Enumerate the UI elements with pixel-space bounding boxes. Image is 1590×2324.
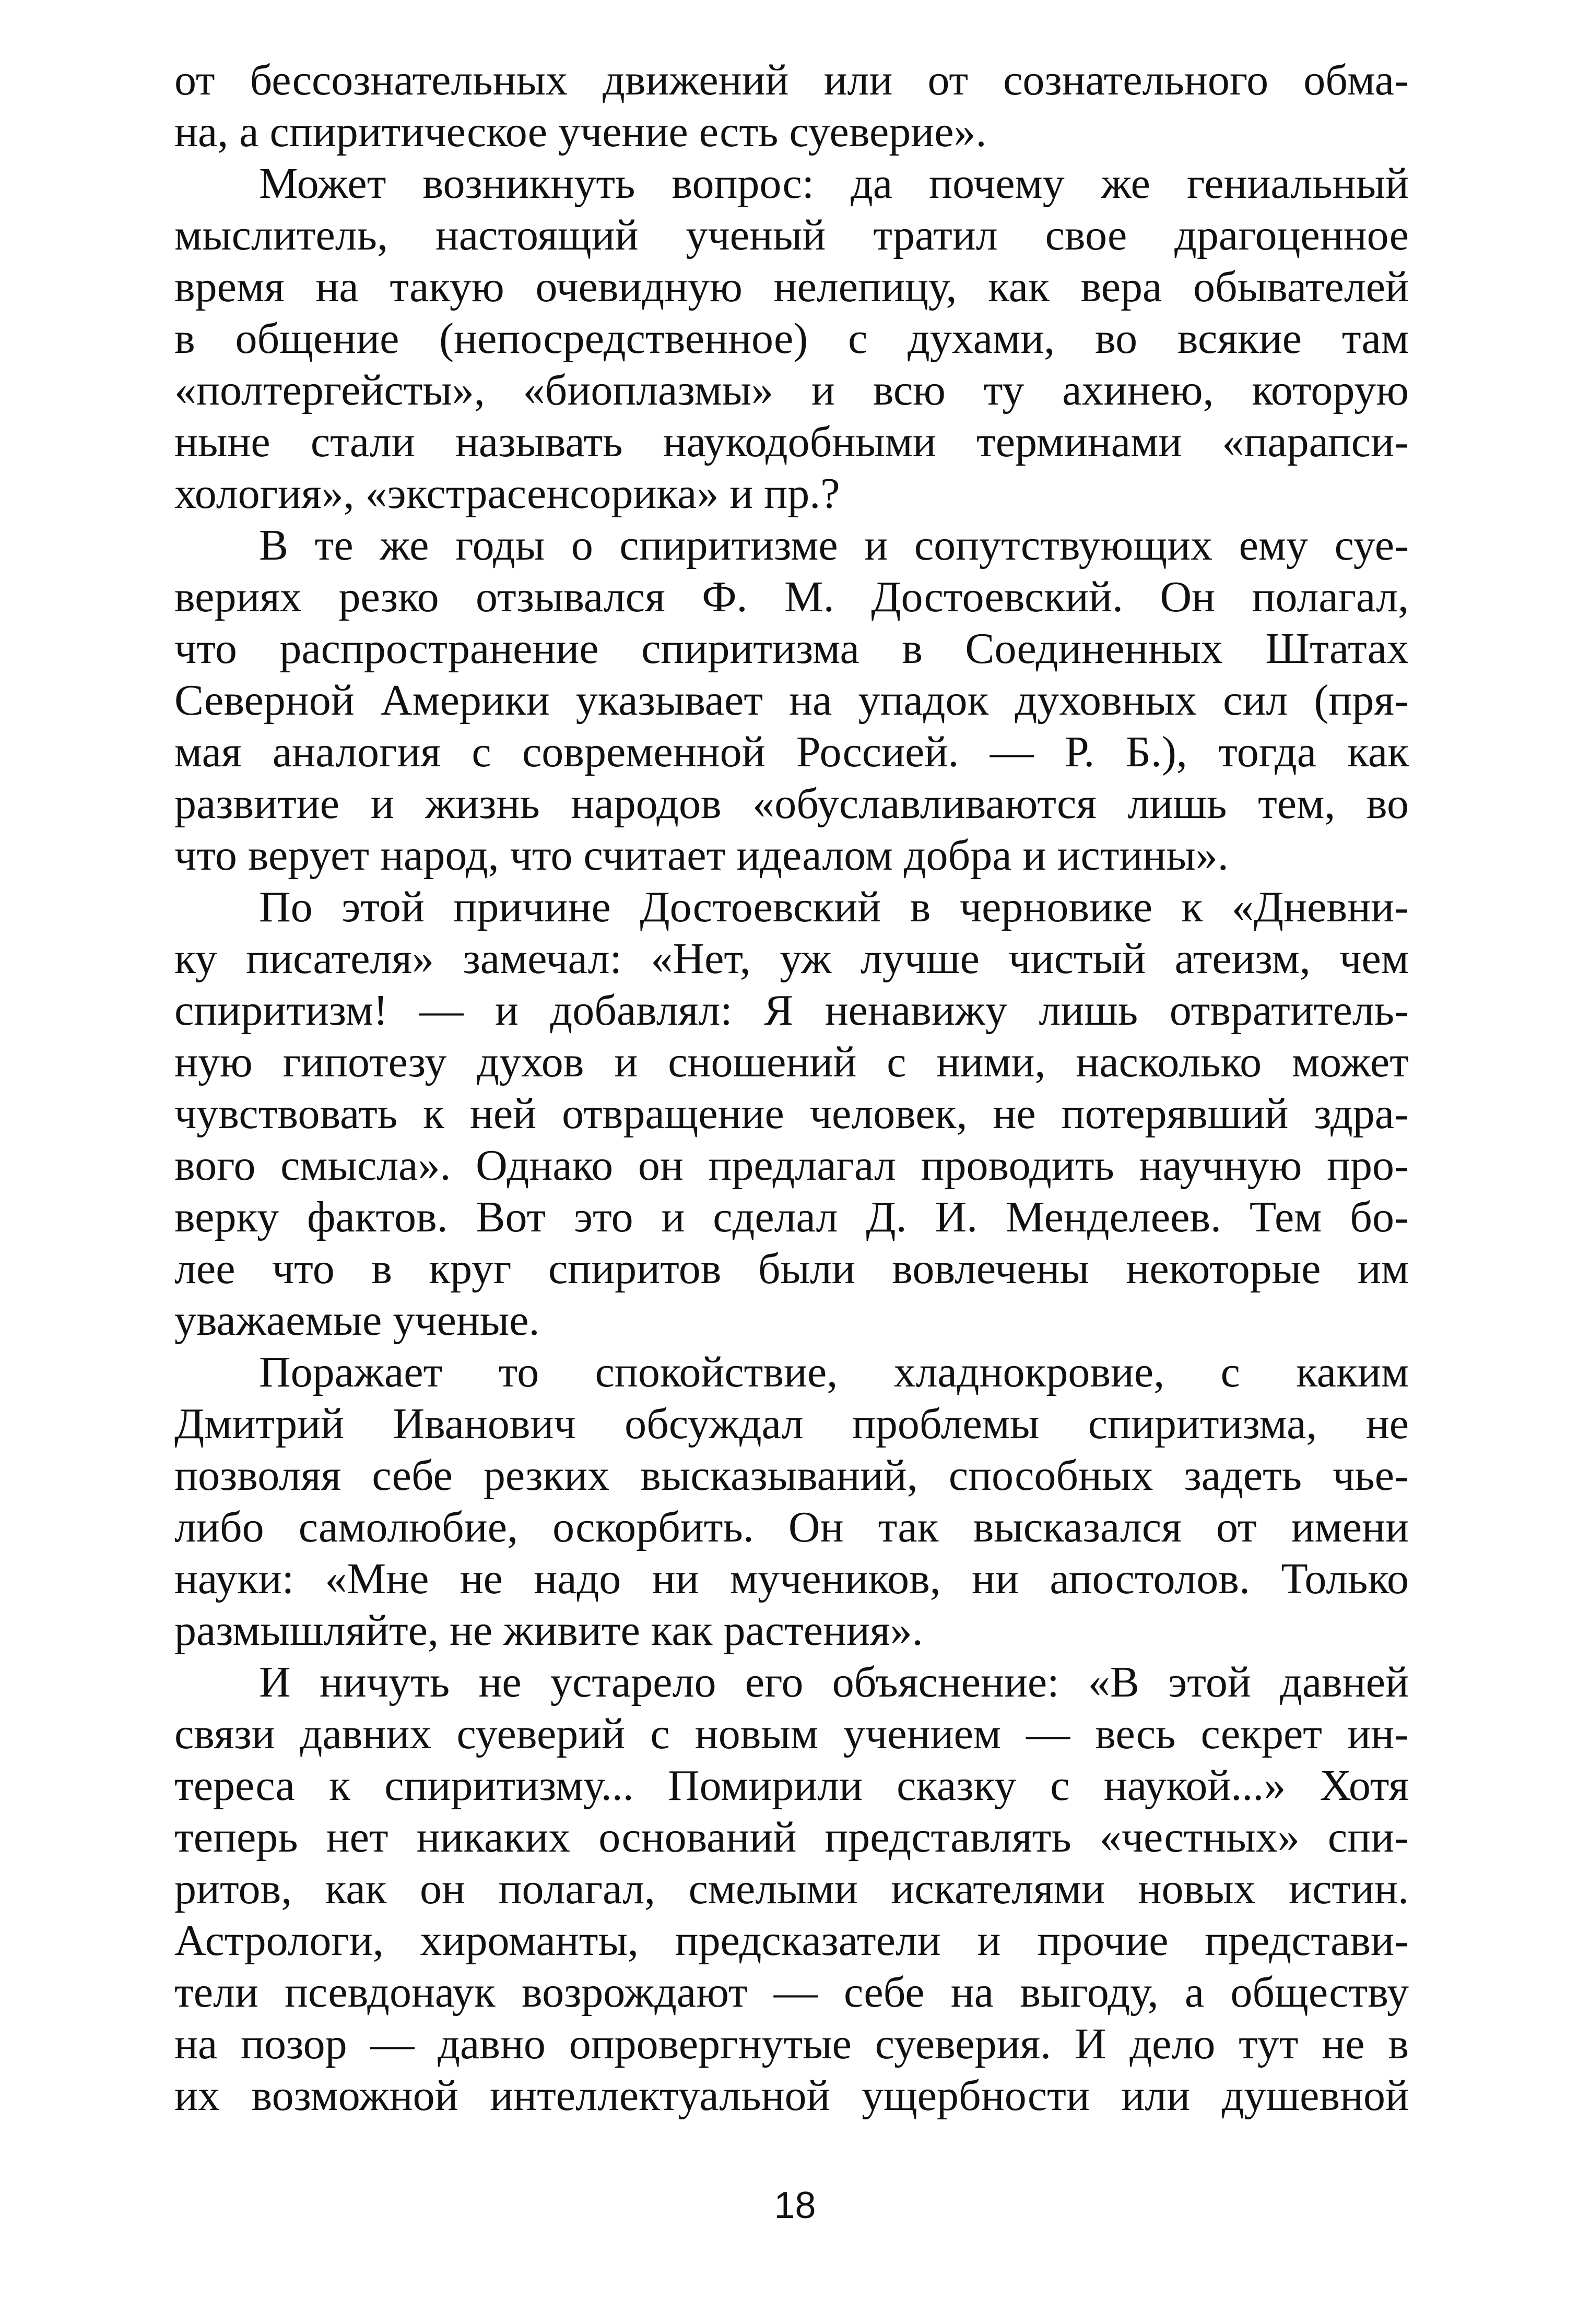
text-line: Дмитрий Иванович обсуждал проблемы спиритизма, не bbox=[174, 1400, 1409, 1448]
text-line: либо самолюбие, оскорбить. Он так высказался от имени bbox=[174, 1503, 1409, 1551]
text-line: мыслитель, настоящий ученый тратил свое драгоценное bbox=[174, 211, 1409, 259]
text-line: Может возникнуть вопрос: да почему же гениальный bbox=[259, 159, 1409, 208]
text-line: тереса к спиритизму... Помирили сказку с наукой...» Хотя bbox=[174, 1761, 1409, 1810]
text-line: В те же годы о спиритизме и сопутствующих ему суе- bbox=[259, 521, 1409, 570]
text-line: что распространение спиритизма в Соединенных Штатах bbox=[174, 624, 1409, 673]
text-line: хология», «экстрасенсорика» и пр.? bbox=[174, 469, 840, 518]
text-line: от бессознательных движений или от сознательного обма- bbox=[174, 56, 1409, 104]
text-line: мая аналогия с современной Россией. — Р. Б.), тогда как bbox=[174, 728, 1409, 776]
text-line: на, а спиритическое учение есть суеверие». bbox=[174, 108, 987, 156]
text-line: тели псевдонаук возрождают — себе на выгоду, а обществу bbox=[174, 1968, 1409, 2017]
text-line: ныне стали называть наукодобными терминами «парапси- bbox=[174, 418, 1409, 466]
text-line: теперь нет никаких оснований представлять «честных» спи- bbox=[174, 1813, 1409, 1861]
text-line: развитие и жизнь народов «обуславливаются лишь тем, во bbox=[174, 779, 1409, 828]
text-line: чувствовать к ней отвращение человек, не потерявший здра- bbox=[174, 1089, 1409, 1138]
text-line: уважаемые ученые. bbox=[174, 1296, 540, 1345]
text-line: И ничуть не устарело его объяснение: «В этой давней bbox=[259, 1658, 1409, 1706]
text-line: верку фактов. Вот это и сделал Д. И. Менделеев. Тем бо- bbox=[174, 1193, 1409, 1241]
text-line: связи давних суеверий с новым учением — весь секрет ин- bbox=[174, 1710, 1409, 1758]
text-line: в общение (непосредственное) с духами, во всякие там bbox=[174, 314, 1409, 363]
text-line: позволяя себе резких высказываний, способных задеть чье- bbox=[174, 1451, 1409, 1500]
text-line: на позор — давно опровергнутые суеверия. И дело тут не в bbox=[174, 2020, 1409, 2068]
text-line: ритов, как он полагал, смелыми искателями новых истин. bbox=[174, 1865, 1409, 1913]
text-line: ку писателя» замечал: «Нет, уж лучше чистый атеизм, чем bbox=[174, 934, 1409, 983]
text-line: размышляйте, не живите как растения». bbox=[174, 1606, 923, 1655]
text-line: их возможной интеллектуальной ущербности или душевной bbox=[174, 2071, 1409, 2120]
text-line: ную гипотезу духов и сношений с ними, насколько может bbox=[174, 1038, 1409, 1086]
text-line: вого смысла». Однако он предлагал проводить научную про- bbox=[174, 1141, 1409, 1190]
text-line: что верует народ, что считает идеалом добра и истины». bbox=[174, 831, 1229, 880]
text-line: «полтергейсты», «биоплазмы» и всю ту ахинею, которую bbox=[174, 366, 1409, 414]
text-line: лее что в круг спиритов были вовлечены некоторые им bbox=[174, 1244, 1409, 1293]
text-line: науки: «Мне не надо ни мучеников, ни апостолов. Только bbox=[174, 1555, 1409, 1603]
text-line: время на такую очевидную нелепицу, как вера обывателей bbox=[174, 263, 1409, 311]
body-text bbox=[174, 54, 1409, 2121]
text-line: Поражает то спокойствие, хладнокровие, с каким bbox=[259, 1348, 1409, 1396]
text-line: Северной Америки указывает на упадок духовных сил (пря- bbox=[174, 676, 1409, 725]
text-line: По этой причине Достоевский в черновике к «Дневни- bbox=[259, 883, 1409, 931]
page-number: 18 bbox=[774, 2185, 816, 2226]
text-line: Астрологи, хироманты, предсказатели и прочие представи- bbox=[174, 1916, 1409, 1965]
text-line: спиритизм! — и добавлял: Я ненавижу лишь отвратитель- bbox=[174, 986, 1409, 1035]
text-line: вериях резко отзывался Ф. М. Достоевский. Он полагал, bbox=[174, 573, 1409, 621]
